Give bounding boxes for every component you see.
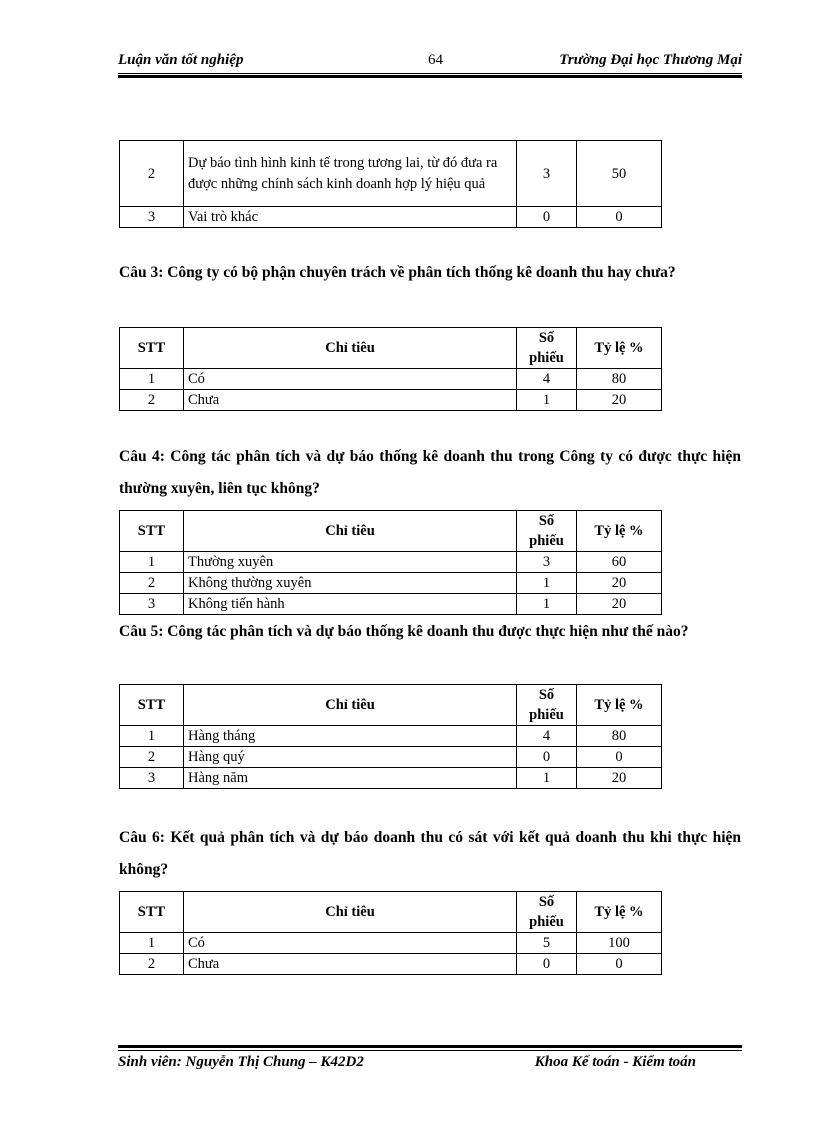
cell-stt: 2: [120, 954, 184, 975]
cell-votes: 1: [517, 573, 577, 594]
cell-votes: 5: [517, 933, 577, 954]
table-header-row: [120, 685, 662, 726]
page-header: [118, 52, 742, 74]
cell-pct: 60: [577, 552, 662, 573]
table-row: [120, 141, 662, 207]
cell-votes: 1: [517, 390, 577, 411]
table-row: [120, 207, 662, 228]
header-thesis-title: Luận văn tốt nghiệp: [118, 52, 244, 68]
table-row: [120, 747, 662, 768]
cell-pct: 80: [577, 726, 662, 747]
page-number: 64: [428, 52, 443, 68]
footer-rule-thick: [118, 1045, 742, 1048]
cell-label: Chưa: [184, 390, 517, 411]
cell-stt: 2: [120, 141, 184, 207]
cell-label: Vai trò khác: [184, 207, 517, 228]
cell-label: Hàng tháng: [184, 726, 517, 747]
cell-pct: 20: [577, 573, 662, 594]
cell-pct: 20: [577, 594, 662, 615]
page-footer: [118, 1054, 742, 1076]
table-row: [120, 933, 662, 954]
footer-student: Sinh viên: Nguyễn Thị Chung – K42D2: [118, 1054, 364, 1070]
header-rule-thick: [118, 75, 742, 78]
cell-stt: 1: [120, 369, 184, 390]
table-row: [120, 552, 662, 573]
cell-votes: 1: [517, 768, 577, 789]
header-pct: Tỷ lệ %: [577, 892, 662, 933]
cell-stt: 3: [120, 768, 184, 789]
cell-label: Chưa: [184, 954, 517, 975]
table-row: [120, 954, 662, 975]
cell-pct: 0: [577, 747, 662, 768]
header-pct: Tỷ lệ %: [577, 328, 662, 369]
cell-label: Có: [184, 369, 517, 390]
cell-label: Có: [184, 933, 517, 954]
header-rule-thin: [118, 73, 742, 74]
header-votes: Số phiếu: [517, 328, 577, 369]
header-label: Chỉ tiêu: [184, 892, 517, 933]
footer-department: Khoa Kế toán - Kiểm toán: [534, 1054, 696, 1070]
table-q6: [119, 891, 662, 975]
cell-pct: 20: [577, 390, 662, 411]
header-pct: Tỷ lệ %: [577, 685, 662, 726]
cell-votes: 3: [517, 552, 577, 573]
table-q3: [119, 327, 662, 411]
cell-label: Không thường xuyên: [184, 573, 517, 594]
question-6: Câu 6: Kết quả phân tích và dự báo doanh thu có sát với kết quả doanh thu khi thực hiện không?: [119, 829, 741, 878]
header-label: Chỉ tiêu: [184, 328, 517, 369]
header-stt: STT: [120, 892, 184, 933]
cell-stt: 1: [120, 726, 184, 747]
table-row: [120, 369, 662, 390]
header-label: Chỉ tiêu: [184, 685, 517, 726]
cell-stt: 1: [120, 933, 184, 954]
cell-label: Không tiến hành: [184, 594, 517, 615]
cell-stt: 1: [120, 552, 184, 573]
cell-stt: 2: [120, 573, 184, 594]
question-3: Câu 3: Công ty có bộ phận chuyên trách về phân tích thống kê doanh thu hay chưa?: [119, 264, 676, 281]
cell-pct: 100: [577, 933, 662, 954]
table-header-row: [120, 328, 662, 369]
table-q5: [119, 684, 662, 789]
table-row: [120, 768, 662, 789]
table-header-row: [120, 511, 662, 552]
cell-votes: 0: [517, 747, 577, 768]
header-university: Trường Đại học Thương Mại: [559, 52, 742, 68]
cell-stt: 3: [120, 207, 184, 228]
table-row: [120, 390, 662, 411]
cell-votes: 1: [517, 594, 577, 615]
header-stt: STT: [120, 685, 184, 726]
cell-pct: 20: [577, 768, 662, 789]
table-row: [120, 726, 662, 747]
cell-votes: 3: [517, 141, 577, 207]
header-stt: STT: [120, 511, 184, 552]
cell-pct: 80: [577, 369, 662, 390]
header-votes: Số phiếu: [517, 892, 577, 933]
table-q4: [119, 510, 662, 615]
table-row: [120, 594, 662, 615]
header-votes: Số phiếu: [517, 511, 577, 552]
cell-stt: 2: [120, 747, 184, 768]
cell-label: Hàng quý: [184, 747, 517, 768]
cell-stt: 2: [120, 390, 184, 411]
header-label: Chỉ tiêu: [184, 511, 517, 552]
header-pct: Tỷ lệ %: [577, 511, 662, 552]
question-4: Câu 4: Công tác phân tích và dự báo thống kê doanh thu trong Công ty có được thực hiện thường xuyên, liên tục không?: [119, 448, 741, 497]
question-5: Câu 5: Công tác phân tích và dự báo thống kê doanh thu được thực hiện như thế nào?: [119, 623, 689, 640]
cell-votes: 0: [517, 954, 577, 975]
header-votes: Số phiếu: [517, 685, 577, 726]
cell-votes: 4: [517, 726, 577, 747]
table-row: [120, 573, 662, 594]
cell-votes: 4: [517, 369, 577, 390]
cell-votes: 0: [517, 207, 577, 228]
cell-stt: 3: [120, 594, 184, 615]
cell-label: Hàng năm: [184, 768, 517, 789]
cell-pct: 0: [577, 954, 662, 975]
cell-label: Dự báo tình hình kinh tế trong tương lai, từ đó đưa ra được những chính sách kinh doanh hợp lý hiệu quả: [184, 141, 517, 207]
header-stt: STT: [120, 328, 184, 369]
table-header-row: [120, 892, 662, 933]
footer-rule-thin: [118, 1050, 742, 1051]
cell-pct: 50: [577, 141, 662, 207]
table-q2-continued: [119, 140, 662, 228]
cell-pct: 0: [577, 207, 662, 228]
cell-label: Thường xuyên: [184, 552, 517, 573]
